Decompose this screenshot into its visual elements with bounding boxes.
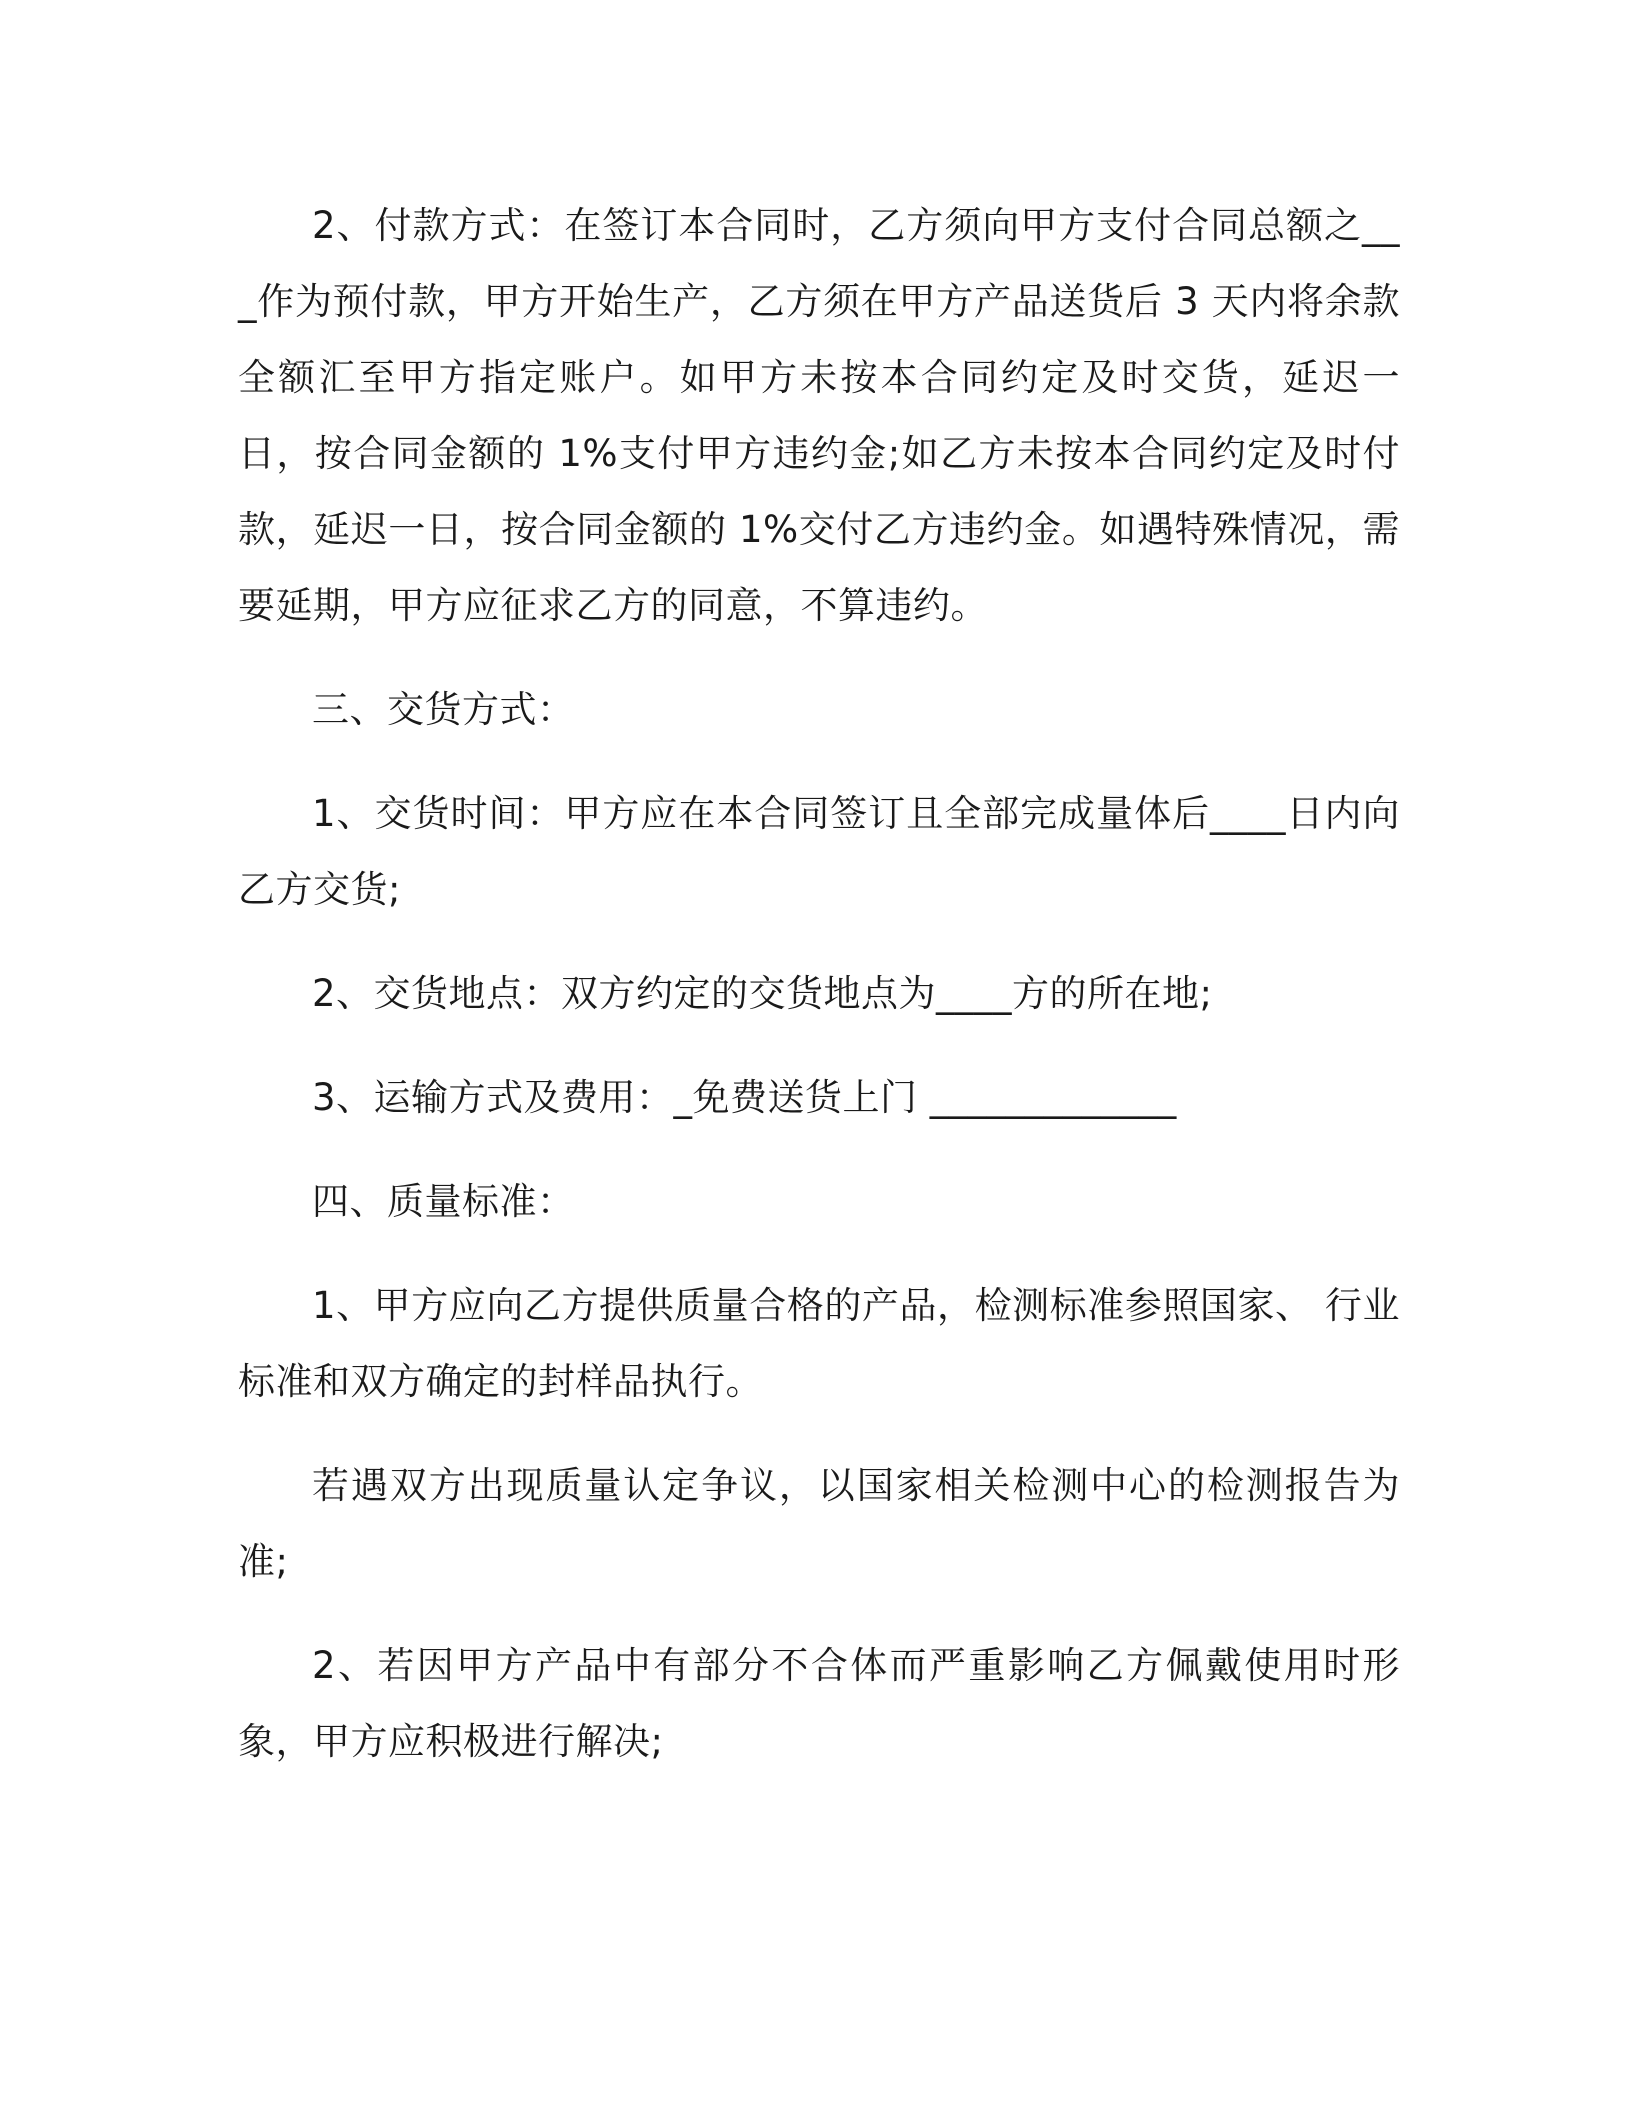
section-heading-quality: 四、质量标准： — [312, 1180, 575, 1223]
section-heading-delivery: 三、交货方式： — [312, 688, 575, 731]
payment-method-paragraph: 2、付款方式：在签订本合同时，乙方须向甲方支付合同总额之___作为预付款，甲方开始生产，乙方须在甲方产品送货后 3 天内将余款全额汇至甲方指定账户。如甲方未按本合同约定及时交货，延迟一日，按合同金额的 1%支付甲方违约金;如乙方未按本合同约定及时付款，延迟一日，按合同金额的 1%交付乙方违约金。如遇特殊情况，需要延期，甲方应征求乙方的同意，不算违约。 — [238, 204, 1400, 627]
quality-standard-paragraph: 1、甲方应向乙方提供质量合格的产品，检测标准参照国家、 行业标准和双方确定的封样品执行。 — [238, 1284, 1400, 1403]
quality-dispute-paragraph: 若遇双方出现质量认定争议，以国家相关检测中心的检测报告为准; — [238, 1464, 1400, 1583]
delivery-time-paragraph: 1、交货时间：甲方应在本合同签订且全部完成量体后____日内向乙方交货; — [238, 792, 1400, 911]
fit-issue-paragraph: 2、若因甲方产品中有部分不合体而严重影响乙方佩戴使用时形象，甲方应积极进行解决; — [238, 1644, 1400, 1763]
delivery-location-paragraph: 2、交货地点：双方约定的交货地点为____方的所在地; — [312, 972, 1213, 1015]
document-body — [238, 188, 1400, 1808]
transport-paragraph: 3、运输方式及费用：_免费送货上门 _____________ — [312, 1076, 1177, 1119]
